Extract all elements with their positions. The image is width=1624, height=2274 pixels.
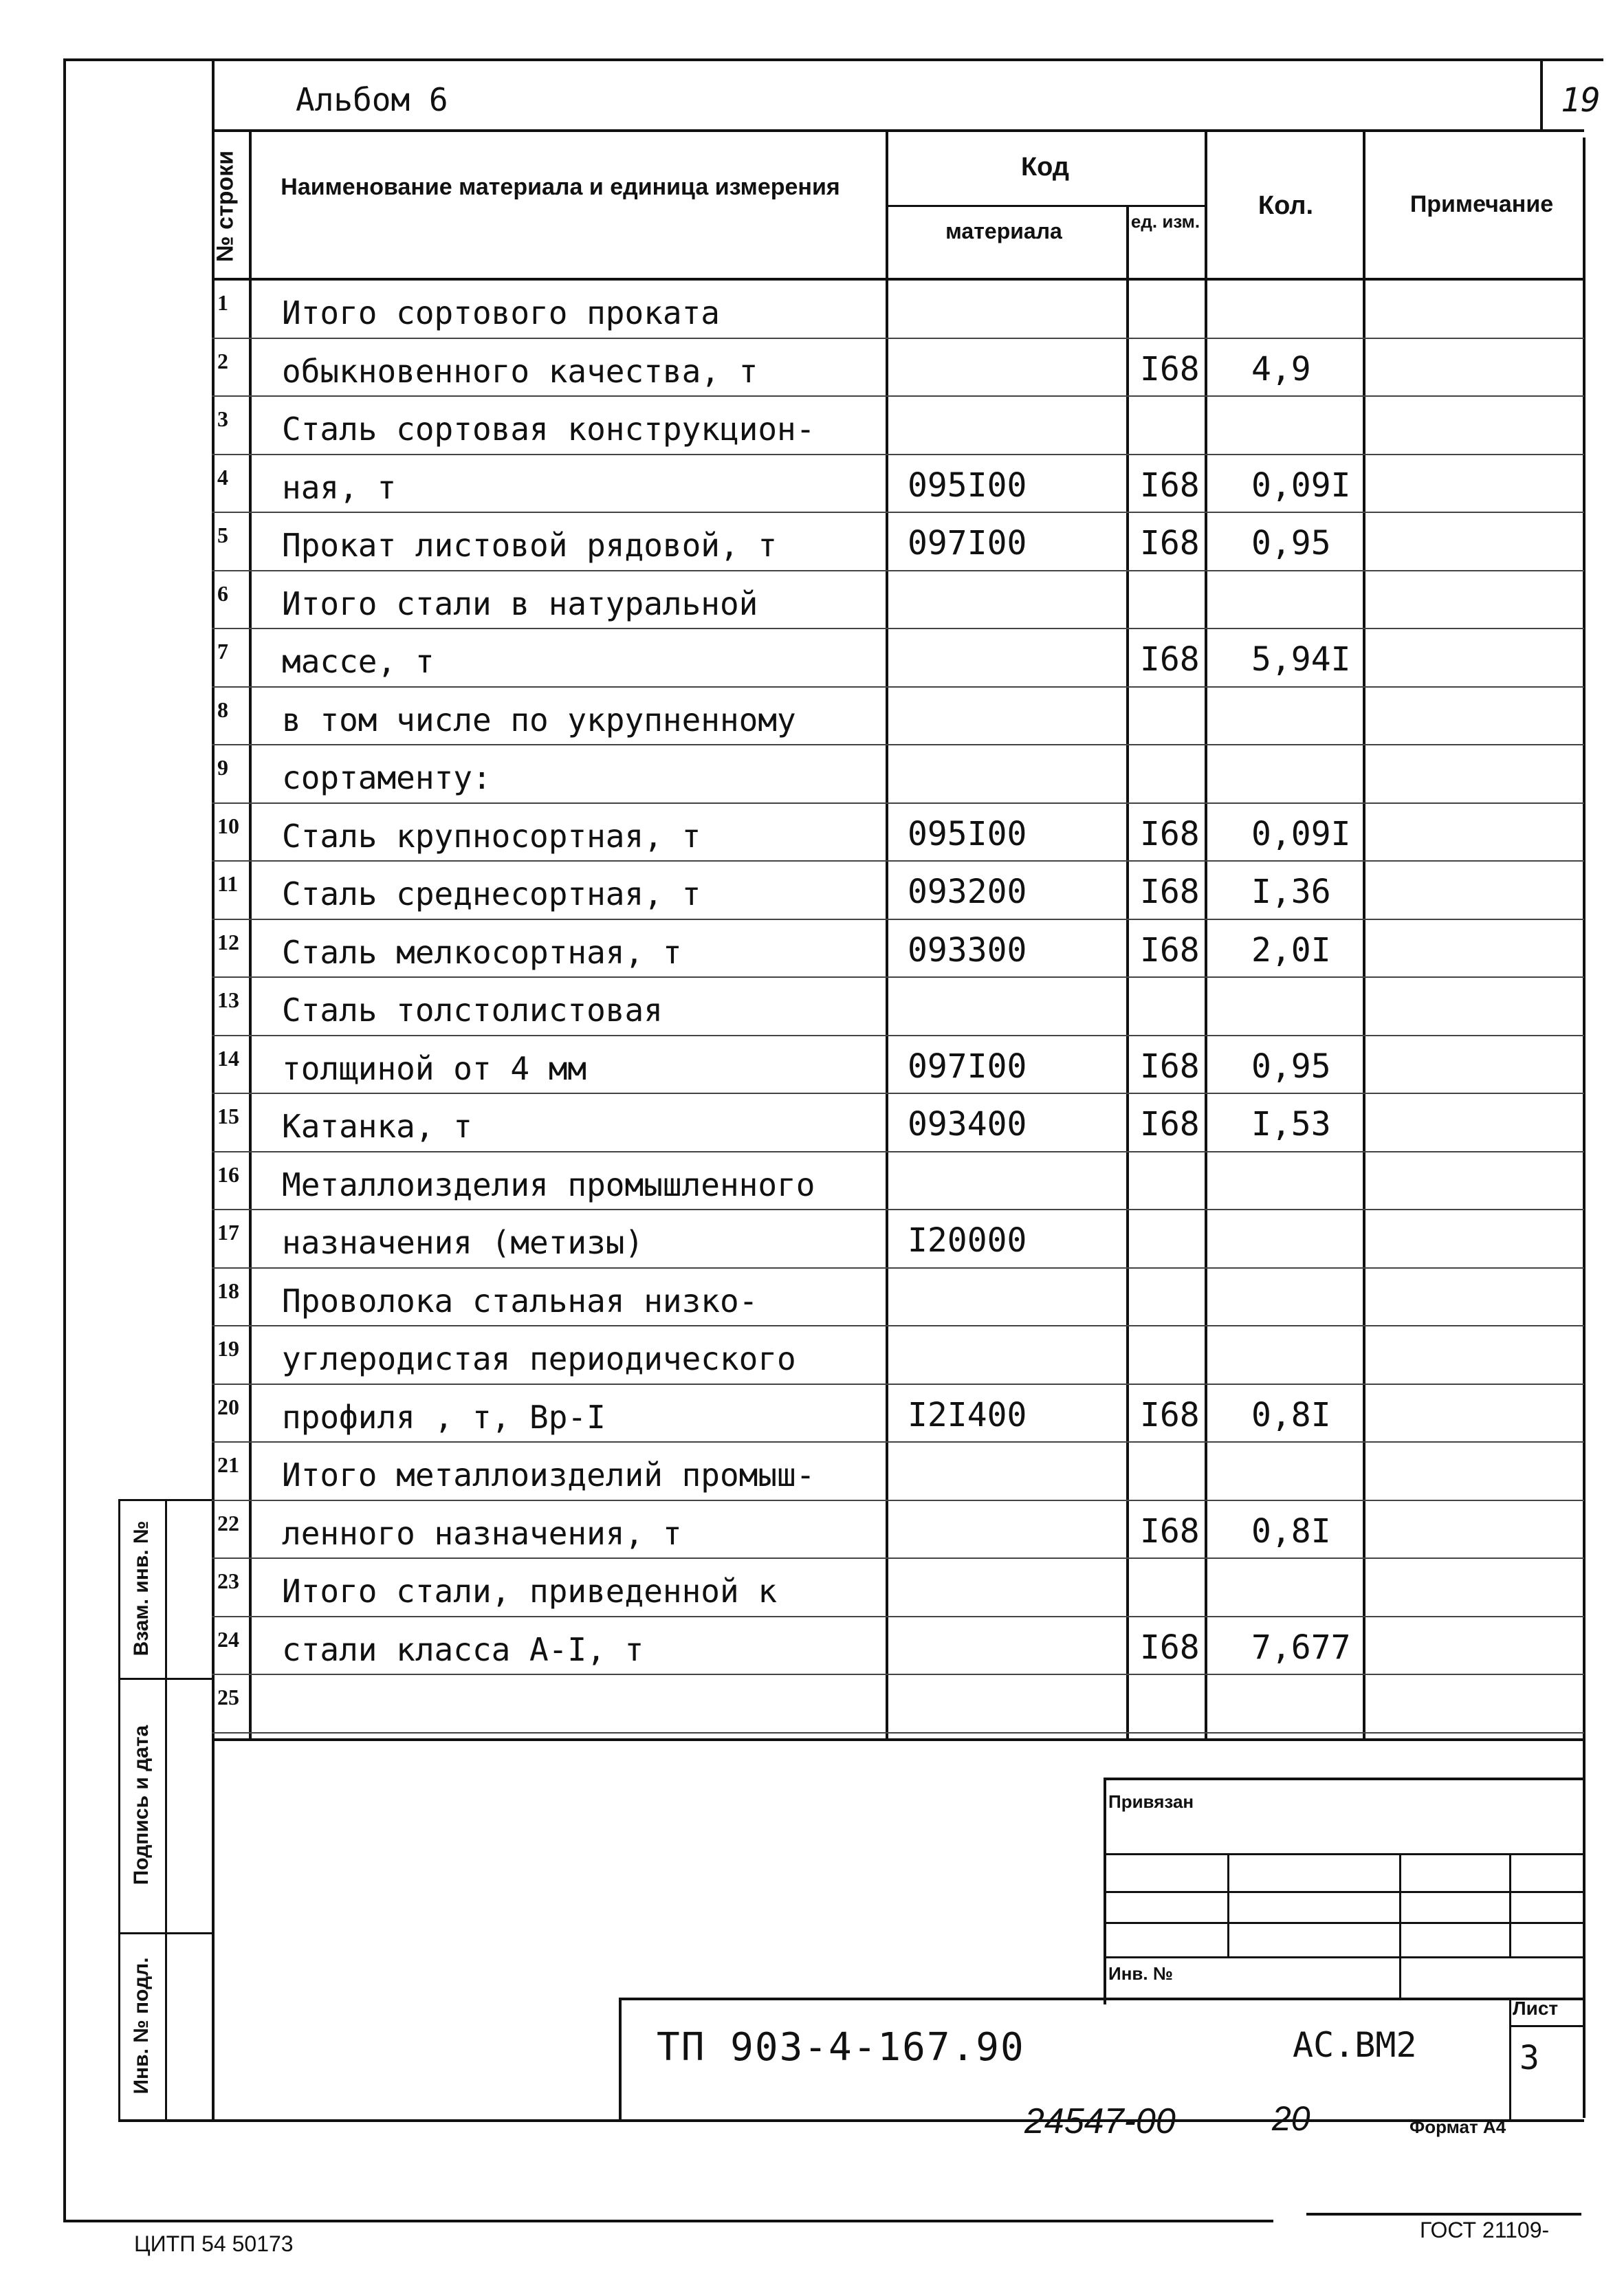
- stamp-top: [619, 1998, 1584, 2000]
- table-row: [213, 1559, 1588, 1617]
- row-number: 15: [217, 1104, 239, 1128]
- table-row: [213, 920, 1588, 978]
- row-material-code: I2I400: [908, 1395, 1027, 1434]
- title-block-line2: [1104, 1891, 1585, 1893]
- stamp-list-divider: [1509, 1998, 1511, 2121]
- row-name: в том числе по укрупненному: [282, 701, 796, 739]
- table-row: [213, 629, 1588, 687]
- table-bottom: [212, 1738, 1584, 1741]
- format-label: Формат А4: [1409, 2117, 1506, 2137]
- row-name: сортаменту:: [282, 759, 492, 796]
- sheet-label: Лист: [1513, 1998, 1559, 2019]
- row-name: Катанка, т: [282, 1108, 472, 1145]
- row-unit-code: I68: [1140, 524, 1200, 562]
- row-number: 2: [217, 348, 228, 373]
- row-name: Итого стали в натуральной: [282, 584, 758, 622]
- row-quantity: I,53: [1251, 1105, 1331, 1144]
- row-name: назначения (метизы): [282, 1224, 644, 1261]
- table-row: [213, 571, 1588, 629]
- row-quantity: 0,8I: [1251, 1511, 1331, 1551]
- title-block-col3: [1509, 1853, 1511, 1956]
- table-row: [213, 978, 1588, 1036]
- title-block-top: [1104, 1778, 1585, 1780]
- title-block-line4: [1104, 1956, 1585, 1958]
- row-name: Итого стали, приведенной к: [282, 1573, 778, 1610]
- title-block-line3: [1104, 1922, 1585, 1924]
- sheet-number: 3: [1519, 2039, 1539, 2077]
- row-quantity: 0,09I: [1251, 466, 1351, 505]
- row-material-code: 095I00: [908, 466, 1027, 505]
- row-material-code: 093400: [908, 1105, 1027, 1144]
- table-row: [213, 455, 1588, 513]
- row-material-code: 095I00: [908, 814, 1027, 853]
- row-name: Итого сортового проката: [282, 294, 720, 331]
- document-code: ТП 903-4-167.90: [657, 2025, 1025, 2070]
- row-quantity: 2,0I: [1251, 930, 1331, 970]
- row-name: Прокат листовой рядовой, т: [282, 527, 778, 564]
- row-name: обыкновенного качества, т: [282, 352, 758, 390]
- title-block-line1: [1104, 1853, 1585, 1855]
- row-number: 21: [217, 1452, 239, 1477]
- table-row: [213, 1617, 1588, 1675]
- table-row: [213, 688, 1588, 745]
- row-number: 25: [217, 1685, 239, 1709]
- table-row: [213, 1501, 1588, 1559]
- printer-mark: ЦИТП 54 50173: [134, 2231, 294, 2256]
- document-mark: АС.ВМ2: [1293, 2025, 1417, 2065]
- row-number: 24: [217, 1626, 239, 1652]
- row-name: ленного назначения, т: [282, 1514, 682, 1552]
- table-row: [213, 1443, 1588, 1500]
- row-name: Сталь толстолистовая: [282, 992, 663, 1029]
- row-name: Сталь мелкосортная, т: [282, 933, 682, 971]
- inv-no-label: Инв. №: [1108, 1963, 1173, 1984]
- row-number: 13: [217, 987, 239, 1012]
- row-name: углеродистая периодического: [282, 1340, 796, 1377]
- row-name: стали класса А-I, т: [282, 1630, 644, 1668]
- table-row: [213, 1675, 1588, 1733]
- album-title: Альбом 6: [296, 81, 448, 118]
- side-stamp-middle: [165, 1499, 167, 2119]
- header-note: Примечание: [1409, 191, 1554, 217]
- row-number: 4: [217, 464, 228, 490]
- privyazan-label: Привязан: [1108, 1791, 1194, 1812]
- row-number: 11: [217, 871, 239, 896]
- stamp-left: [619, 1998, 622, 2121]
- row-material-code: 097I00: [908, 1047, 1027, 1086]
- table-row: [213, 862, 1588, 919]
- row-material-code: 093200: [908, 873, 1027, 911]
- side-label-vzam: Взам. инв. №: [130, 1520, 153, 1657]
- row-name: Итого металлоизделий промыш-: [282, 1456, 815, 1494]
- row-name: массе, т: [282, 643, 435, 680]
- row-unit-code: I68: [1140, 873, 1200, 911]
- row-name: ная, т: [282, 468, 397, 506]
- table-row: [213, 1036, 1588, 1094]
- sheet-corner-number: 19: [1561, 81, 1601, 120]
- table-row: [213, 745, 1588, 803]
- row-name: Сталь среднесортная, т: [282, 875, 701, 912]
- row-quantity: 0,95: [1251, 524, 1331, 562]
- row-number: 18: [217, 1278, 239, 1303]
- bottom-frame-line: [118, 2119, 1584, 2122]
- table-row: [213, 804, 1588, 862]
- row-number: 19: [217, 1336, 239, 1361]
- row-number: 14: [217, 1045, 239, 1071]
- row-quantity: 0,09I: [1251, 814, 1351, 853]
- title-block-col1: [1227, 1853, 1229, 1956]
- row-name: толщиной от 4 мм: [282, 1049, 587, 1087]
- row-quantity: 0,95: [1251, 1047, 1331, 1086]
- row-number: 20: [217, 1394, 239, 1419]
- stamp-list-line: [1509, 2025, 1585, 2027]
- row-unit-code: I68: [1140, 349, 1200, 389]
- outer-frame-bottom-right: [1306, 2213, 1581, 2216]
- row-name: Металлоизделия промышленного: [282, 1166, 815, 1203]
- row-unit-code: I68: [1140, 1047, 1200, 1086]
- row-name: Сталь сортовая конструкцион-: [282, 411, 815, 448]
- row-number: 7: [217, 639, 228, 664]
- row-unit-code: I68: [1140, 1628, 1200, 1667]
- row-number: 6: [217, 580, 228, 606]
- row-unit-code: I68: [1140, 1105, 1200, 1144]
- header-code: Код: [1020, 153, 1070, 182]
- table-row: [213, 1269, 1588, 1326]
- title-block-col2: [1399, 1853, 1401, 1998]
- row-number: 9: [217, 755, 228, 780]
- row-quantity: 0,8I: [1251, 1395, 1331, 1434]
- row-quantity: 7,677: [1251, 1628, 1351, 1667]
- header-quantity: Кол.: [1258, 191, 1314, 220]
- table-row: [213, 1094, 1588, 1152]
- table-row: [213, 1152, 1588, 1210]
- table-row: [213, 397, 1588, 455]
- row-quantity: I,36: [1251, 873, 1331, 911]
- row-material-code: I20000: [908, 1221, 1027, 1260]
- row-quantity: 5,94I: [1251, 640, 1351, 679]
- row-number: 1: [217, 290, 228, 315]
- header-row-number: № строки: [212, 150, 239, 263]
- row-number: 16: [217, 1161, 239, 1187]
- row-number: 5: [217, 523, 228, 547]
- row-unit-code: I68: [1140, 1395, 1200, 1434]
- row-name: профиля , т, Вр-I: [282, 1398, 606, 1436]
- table-row: [213, 1210, 1588, 1268]
- row-quantity: 4,9: [1251, 349, 1311, 389]
- inner-frame-right-top: [1540, 58, 1543, 131]
- row-name: Проволока стальная низко-: [282, 1282, 758, 1320]
- row-number: 22: [217, 1510, 239, 1535]
- row-number: 12: [217, 929, 239, 954]
- row-number: 8: [217, 697, 228, 722]
- gost-mark: ГОСТ 21109-: [1420, 2218, 1550, 2242]
- row-unit-code: I68: [1140, 466, 1200, 505]
- row-unit-code: I68: [1140, 814, 1200, 853]
- header-unit: ед. изм.: [1130, 211, 1200, 232]
- code-subheader-line: [887, 205, 1205, 207]
- table-row: [213, 1385, 1588, 1443]
- row-unit-code: I68: [1140, 1511, 1200, 1551]
- side-label-inv-podl: Инв. № подл.: [130, 1957, 153, 2095]
- row-name: Сталь крупносортная, т: [282, 817, 701, 855]
- row-number: 10: [217, 813, 239, 838]
- row-number: 3: [217, 406, 228, 431]
- outer-frame-bottom: [63, 2220, 1273, 2222]
- handwritten-number: 24547-00: [1024, 2101, 1176, 2141]
- outer-frame-top: [63, 58, 1603, 61]
- copies-number: 20: [1272, 2099, 1310, 2138]
- row-unit-code: I68: [1140, 640, 1200, 679]
- table-row: [213, 1326, 1588, 1384]
- row-number: 23: [217, 1568, 239, 1593]
- top-band-line: [212, 129, 1584, 132]
- table-row: [213, 513, 1588, 571]
- row-material-code: 093300: [908, 930, 1027, 970]
- outer-frame-left: [63, 58, 66, 2221]
- header-name: Наименование материала и единица измерения: [281, 174, 840, 200]
- row-number: 17: [217, 1220, 239, 1245]
- table-row: [213, 281, 1588, 338]
- side-label-podpis: Подпись и дата: [130, 1725, 153, 1885]
- row-divider: [212, 1732, 1584, 1734]
- row-material-code: 097I00: [908, 524, 1027, 562]
- header-material-code: материала: [945, 219, 1062, 243]
- table-row: [213, 339, 1588, 397]
- row-unit-code: I68: [1140, 930, 1200, 970]
